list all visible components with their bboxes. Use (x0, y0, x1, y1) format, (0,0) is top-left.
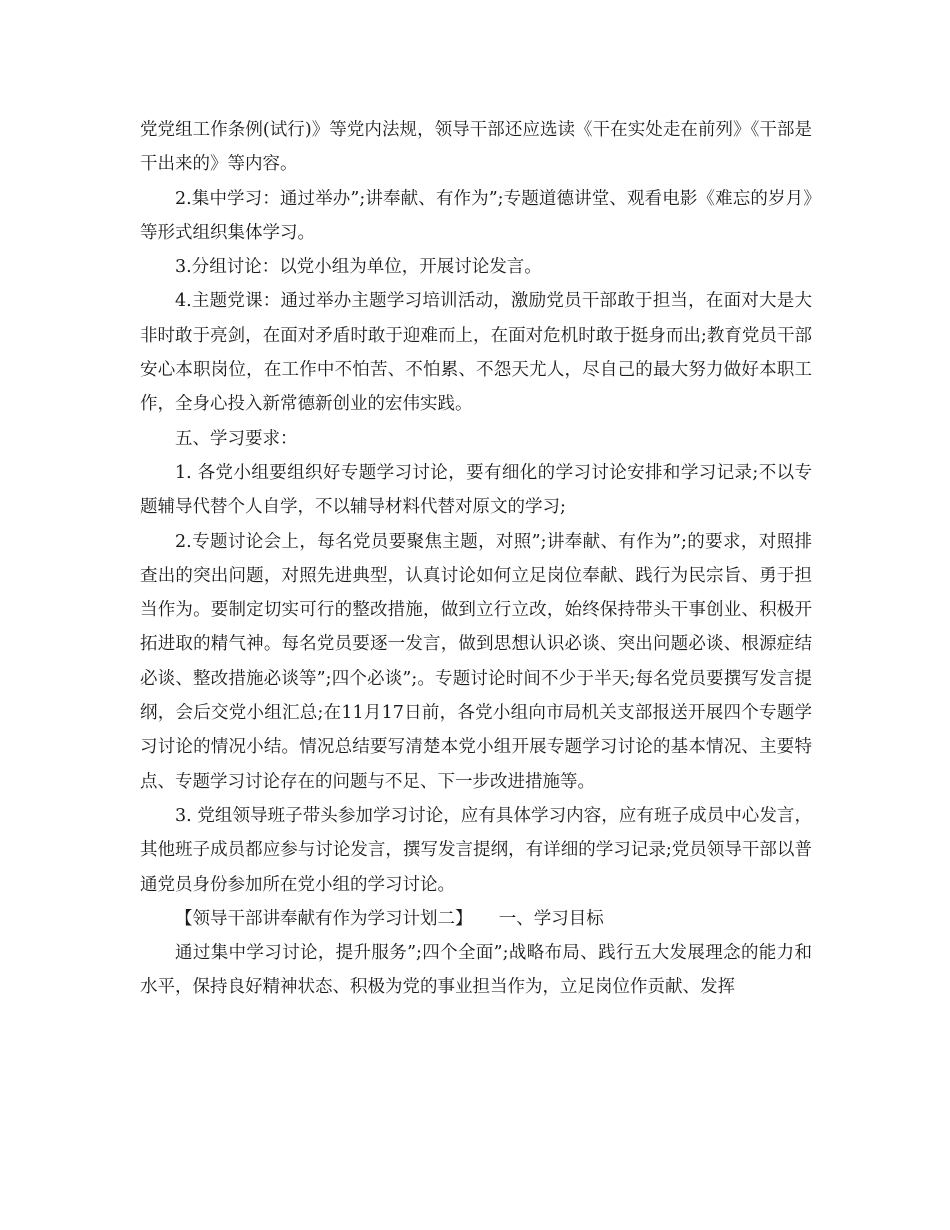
document-page (140, 113, 812, 1005)
paragraph-requirement-1: 1. 各党小组要组织好专题学习讨论，要有细化的学习讨论安排和学习记录;不以专题辅导代替个人自学，不以辅导材料代替对原文的学习; (140, 462, 812, 518)
paragraph-learning-goal: 通过集中学习讨论，提升服务”;四个全面”;战略布局、践行五大发展理念的能力和水平，保持良好精神状态、积极为党的事业担当作为，立足岗位作贡献、发挥 (140, 943, 812, 998)
paragraph-continuation: 党党组工作条例(试行)》等党内法规，领导干部还应选读《干在实处走在前列》《干部是干出来的》等内容。 (140, 120, 812, 175)
section-heading-requirements: 五、学习要求： (175, 428, 298, 449)
paragraph-requirement-3: 3. 党组领导班子带头参加学习讨论，应有具体学习内容，应有班子成员中心发言，其他班子成员都应参与讨论发言，撰写发言提纲，有详细的学习记录;党员领导干部以普通党员身份参加所在党小组的学习讨论。 (140, 805, 812, 895)
paragraph-group-discussion: 3.分组讨论：以党小组为单位，开展讨论发言。 (175, 257, 542, 278)
paragraph-centralized-study: 2.集中学习：通过举办”;讲奉献、有作为”;专题道德讲堂、观看电影《难忘的岁月》等形式组织集体学习。 (140, 188, 812, 243)
paragraph-requirement-2: 2.专题讨论会上，每名党员要聚焦主题，对照”;讲奉献、有作为”;的要求，对照排查出的突出问题，对照先进典型，认真讨论如何立足岗位奉献、践行为民宗旨、勇于担当作为。要制定切实可行的整改措施，做到立行立改，始终保持带头干事创业、积极开拓进取的精气神。每名党员要逐一发言，做到思想认识必谈、突出问题必谈、根源症结必谈、整改措施必谈等”;四个必谈”;。专题讨论时间不少于半天;每名党员要撰写发言提纲，会后交党小组汇总;在11月17日前，各党小组向市局机关支部报送开展四个专题学习讨论的情况小结。情况总结要写清楚本党小组开展专题学习讨论的基本情况、主要特点、专题学习讨论存在的问题与不足、下一步改进措施等。 (140, 531, 812, 792)
plan-two-heading: 【领导干部讲奉献有作为学习计划二】 一、学习目标 (175, 908, 604, 929)
paragraph-theme-lecture: 4.主题党课：通过举办主题学习培训活动，激励党员干部敢于担当，在面对大是大非时敢于亮剑，在面对矛盾时敢于迎难而上，在面对危机时敢于挺身而出;教育党员干部安心本职岗位，在工作中不怕苦、不怕累、不怨天尤人，尽自己的最大努力做好本职工作，全身心投入新常德新创业的宏伟实践。 (140, 291, 812, 415)
